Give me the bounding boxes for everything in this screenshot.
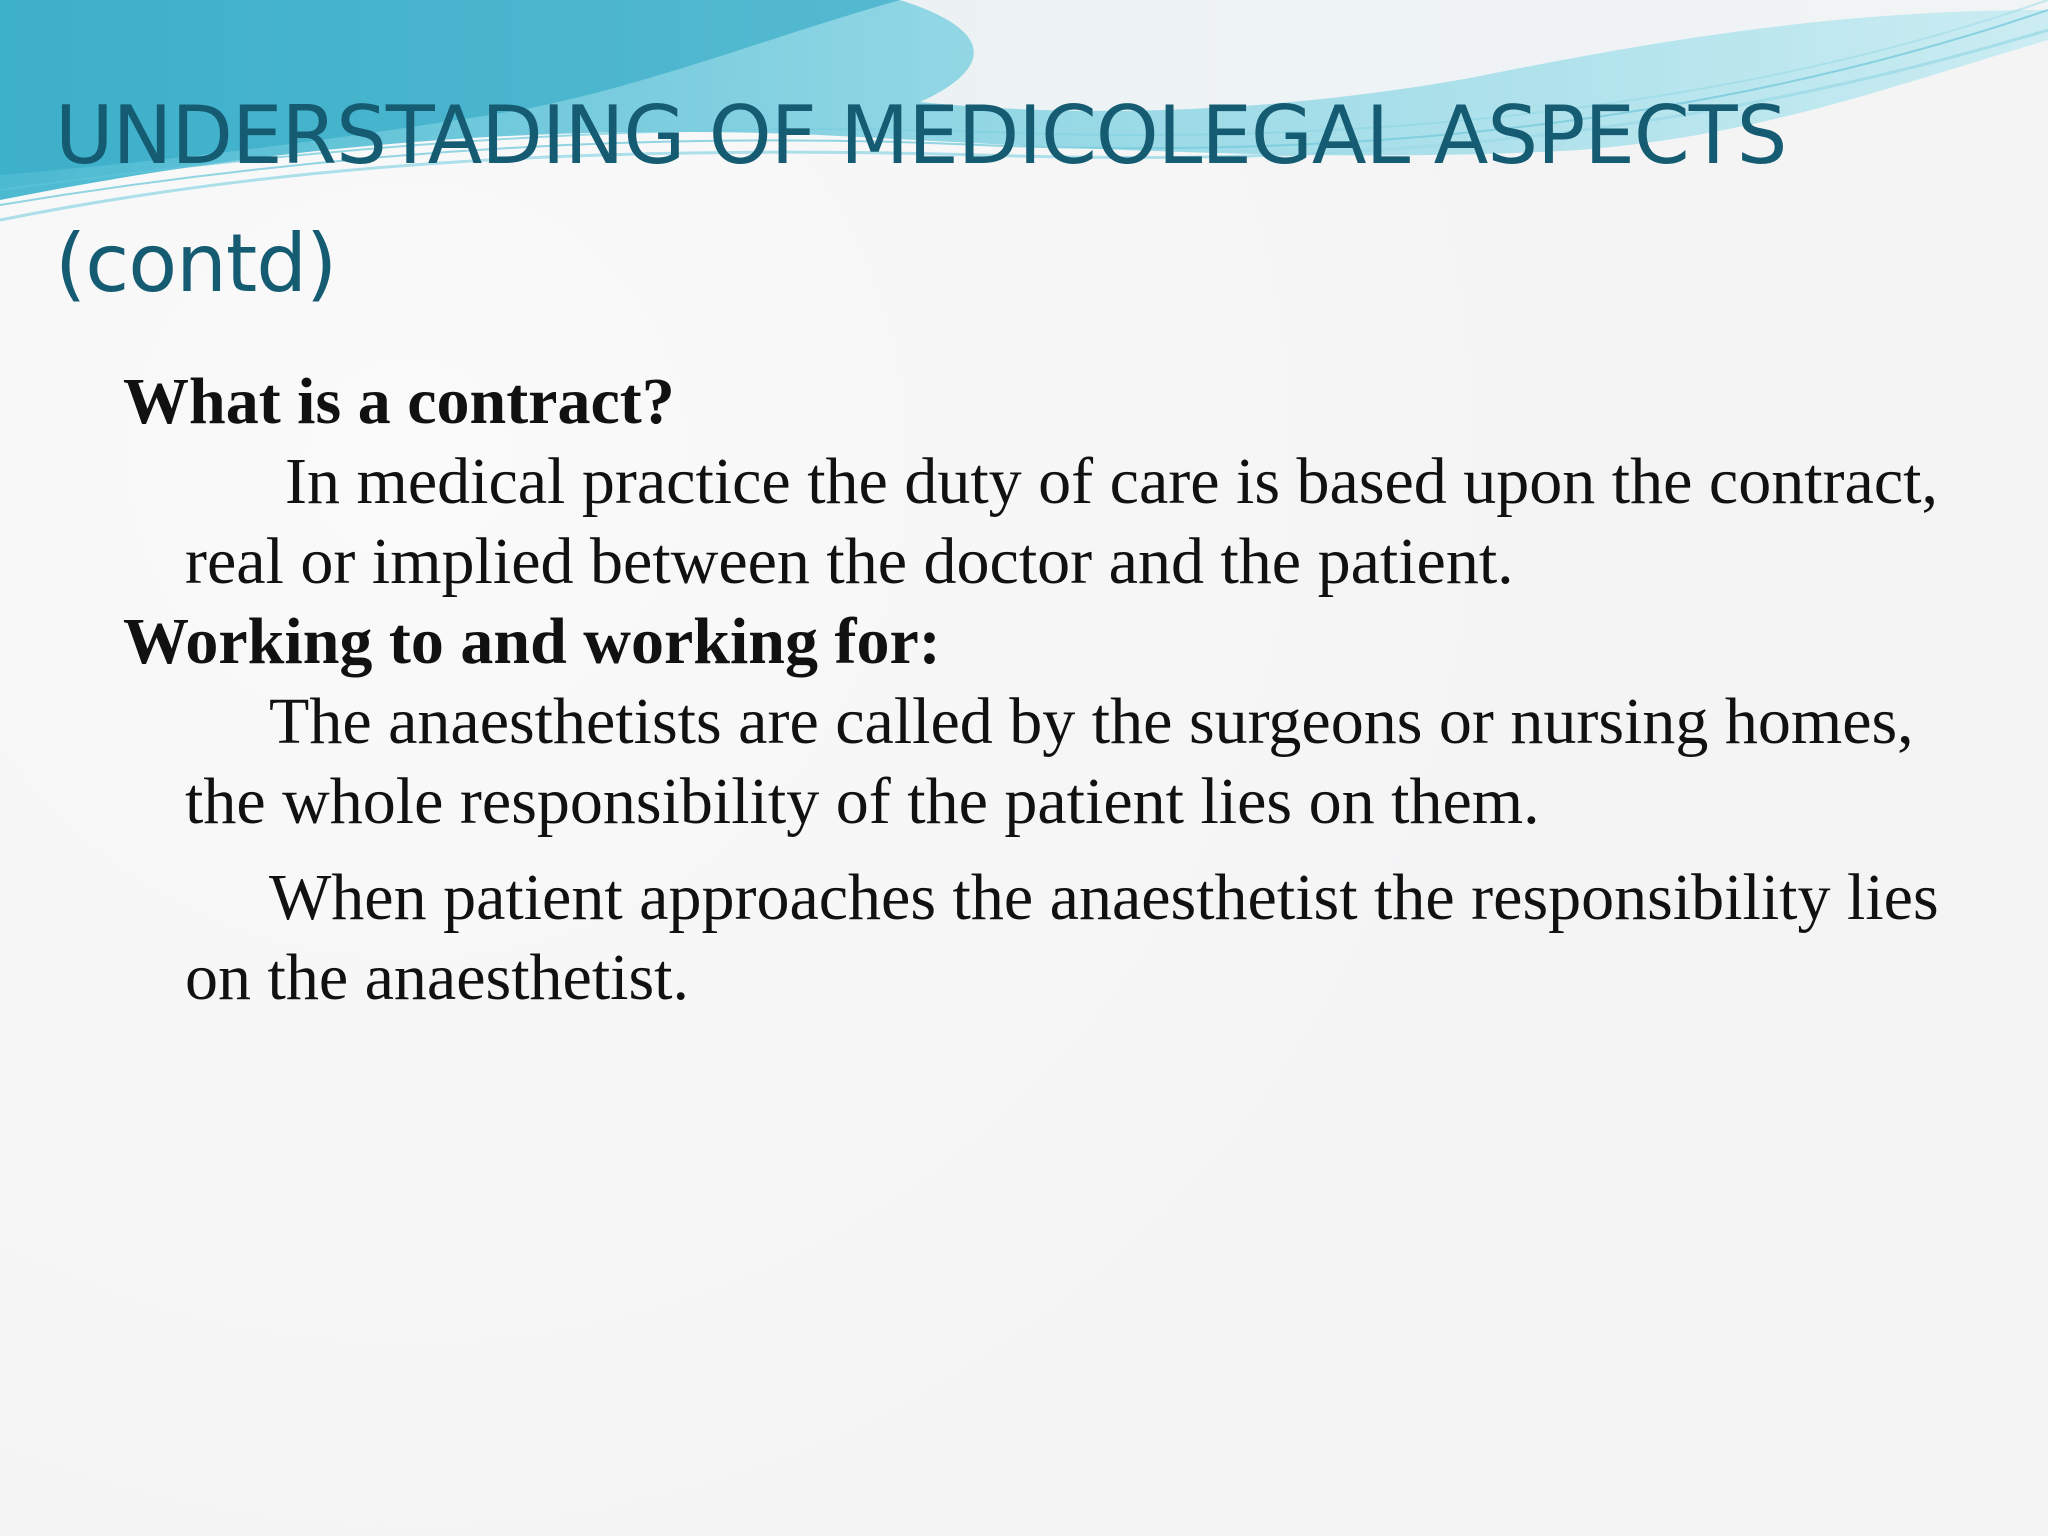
working-paragraph-1 [185, 682, 1983, 842]
slide-content [123, 362, 1983, 1018]
slide-title [55, 72, 1975, 328]
slide-title-line-1: UNDERSTADING OF MEDICOLEGAL ASPECTS [55, 89, 1787, 182]
section-heading-working: Working to and working for: [123, 605, 941, 678]
slide-title-line-2: (contd) [55, 217, 337, 310]
working-paragraph-2-text: When patient approaches the anaesthetist the responsibility lies on the anaesthetist. [185, 861, 1939, 1014]
working-paragraph-1-text: The anaesthetists are called by the surgeons or nursing homes, the whole responsibility of the patient lies on them. [185, 685, 1914, 838]
contract-paragraph-text: In medical practice the duty of care is based upon the contract, real or implied between the doctor and the patient. [185, 445, 1938, 598]
paragraph-spacer [123, 842, 1983, 858]
working-paragraph-2 [185, 858, 1983, 1018]
section-heading-contract: What is a contract? [123, 365, 675, 438]
contract-paragraph [185, 442, 1983, 602]
